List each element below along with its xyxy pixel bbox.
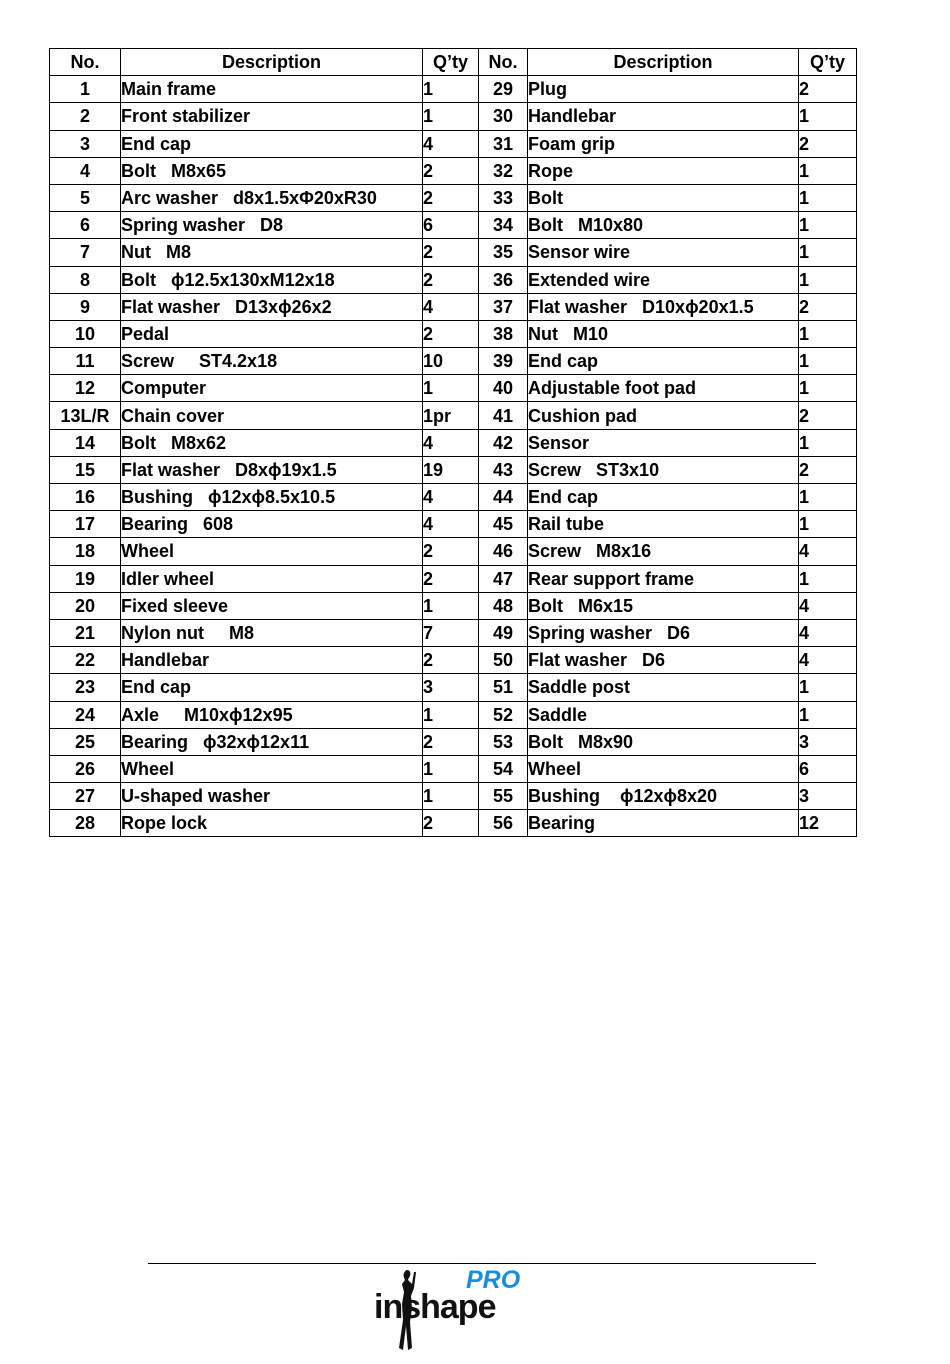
part-number-cell: 9	[50, 293, 121, 320]
part-quantity-cell: 2	[423, 239, 479, 266]
part-description-cell: Bolt	[528, 184, 799, 211]
part-number-cell: 10	[50, 320, 121, 347]
part-number-cell: 44	[479, 484, 528, 511]
table-row	[50, 565, 857, 592]
part-quantity-cell: 2	[423, 728, 479, 755]
part-quantity-cell: 1	[799, 320, 857, 347]
part-quantity-cell: 2	[423, 266, 479, 293]
table-row	[50, 429, 857, 456]
table-row	[50, 184, 857, 211]
part-quantity-cell: 1	[423, 755, 479, 782]
part-number-cell: 47	[479, 565, 528, 592]
part-description-cell: Flat washer D10xϕ20x1.5	[528, 293, 799, 320]
part-description-cell: Flat washer D8xϕ19x1.5	[121, 456, 423, 483]
part-description-cell: Main frame	[121, 76, 423, 103]
part-quantity-cell: 1	[799, 511, 857, 538]
part-number-cell: 31	[479, 130, 528, 157]
header-description-right: Description	[528, 49, 799, 76]
table-row	[50, 293, 857, 320]
part-quantity-cell: 4	[423, 293, 479, 320]
table-row	[50, 266, 857, 293]
part-quantity-cell: 1	[799, 266, 857, 293]
part-description-cell: Rope	[528, 157, 799, 184]
table-row	[50, 538, 857, 565]
part-number-cell: 8	[50, 266, 121, 293]
part-quantity-cell: 2	[799, 456, 857, 483]
part-description-cell: Sensor wire	[528, 239, 799, 266]
part-description-cell: Bolt M6x15	[528, 592, 799, 619]
part-number-cell: 48	[479, 592, 528, 619]
inshape-pro-logo	[368, 1266, 538, 1352]
part-description-cell: U-shaped washer	[121, 783, 423, 810]
part-number-cell: 14	[50, 429, 121, 456]
part-description-cell: Bearing ϕ32xϕ12x11	[121, 728, 423, 755]
part-number-cell: 5	[50, 184, 121, 211]
part-description-cell: Bushing ϕ12xϕ8.5x10.5	[121, 484, 423, 511]
part-description-cell: Computer	[121, 375, 423, 402]
part-description-cell: Rail tube	[528, 511, 799, 538]
part-number-cell: 45	[479, 511, 528, 538]
part-description-cell: Axle M10xϕ12x95	[121, 701, 423, 728]
part-number-cell: 20	[50, 592, 121, 619]
part-description-cell: Saddle post	[528, 674, 799, 701]
table-row	[50, 76, 857, 103]
part-number-cell: 13L/R	[50, 402, 121, 429]
header-qty-left: Q’ty	[423, 49, 479, 76]
part-quantity-cell: 3	[799, 783, 857, 810]
table-row	[50, 157, 857, 184]
part-quantity-cell: 2	[423, 647, 479, 674]
part-number-cell: 54	[479, 755, 528, 782]
part-description-cell: Idler wheel	[121, 565, 423, 592]
part-quantity-cell: 1	[423, 76, 479, 103]
part-quantity-cell: 4	[423, 429, 479, 456]
header-no-left: No.	[50, 49, 121, 76]
logo-brand-text: inshape	[374, 1288, 496, 1326]
part-number-cell: 1	[50, 76, 121, 103]
part-quantity-cell: 7	[423, 619, 479, 646]
part-number-cell: 3	[50, 130, 121, 157]
part-number-cell: 32	[479, 157, 528, 184]
part-number-cell: 4	[50, 157, 121, 184]
part-description-cell: Screw M8x16	[528, 538, 799, 565]
part-description-cell: Fixed sleeve	[121, 592, 423, 619]
part-description-cell: Handlebar	[528, 103, 799, 130]
part-description-cell: Saddle	[528, 701, 799, 728]
table-row	[50, 320, 857, 347]
part-description-cell: Rear support frame	[528, 565, 799, 592]
part-quantity-cell: 10	[423, 348, 479, 375]
part-quantity-cell: 4	[423, 511, 479, 538]
part-description-cell: End cap	[528, 348, 799, 375]
part-quantity-cell: 1	[799, 484, 857, 511]
part-description-cell: End cap	[528, 484, 799, 511]
part-quantity-cell: 4	[799, 647, 857, 674]
part-number-cell: 16	[50, 484, 121, 511]
part-quantity-cell: 4	[423, 130, 479, 157]
table-row	[50, 130, 857, 157]
header-no-right: No.	[479, 49, 528, 76]
part-description-cell: Bolt ϕ12.5x130xM12x18	[121, 266, 423, 293]
part-quantity-cell: 1	[799, 184, 857, 211]
parts-list-table	[49, 48, 857, 837]
part-quantity-cell: 2	[799, 76, 857, 103]
part-number-cell: 18	[50, 538, 121, 565]
part-description-cell: Handlebar	[121, 647, 423, 674]
table-row	[50, 755, 857, 782]
part-number-cell: 29	[479, 76, 528, 103]
part-quantity-cell: 1	[423, 103, 479, 130]
part-number-cell: 55	[479, 783, 528, 810]
part-quantity-cell: 2	[423, 320, 479, 347]
part-description-cell: Bearing 608	[121, 511, 423, 538]
part-description-cell: Nylon nut M8	[121, 619, 423, 646]
part-quantity-cell: 4	[423, 484, 479, 511]
part-description-cell: Spring washer D6	[528, 619, 799, 646]
part-number-cell: 40	[479, 375, 528, 402]
part-description-cell: Sensor	[528, 429, 799, 456]
table-row	[50, 728, 857, 755]
part-number-cell: 19	[50, 565, 121, 592]
table-row	[50, 484, 857, 511]
part-number-cell: 42	[479, 429, 528, 456]
part-quantity-cell: 1	[423, 701, 479, 728]
header-qty-right: Q’ty	[799, 49, 857, 76]
part-number-cell: 25	[50, 728, 121, 755]
part-quantity-cell: 2	[423, 565, 479, 592]
part-description-cell: Screw ST3x10	[528, 456, 799, 483]
part-quantity-cell: 1	[799, 565, 857, 592]
part-quantity-cell: 2	[423, 157, 479, 184]
part-quantity-cell: 1	[423, 375, 479, 402]
part-quantity-cell: 1	[799, 674, 857, 701]
part-quantity-cell: 2	[799, 130, 857, 157]
part-description-cell: Nut M8	[121, 239, 423, 266]
part-description-cell: End cap	[121, 130, 423, 157]
part-quantity-cell: 6	[799, 755, 857, 782]
part-description-cell: Arc washer d8x1.5xΦ20xR30	[121, 184, 423, 211]
part-description-cell: Nut M10	[528, 320, 799, 347]
part-quantity-cell: 1	[799, 239, 857, 266]
part-quantity-cell: 1	[799, 157, 857, 184]
part-number-cell: 46	[479, 538, 528, 565]
part-quantity-cell: 4	[799, 619, 857, 646]
part-description-cell: Foam grip	[528, 130, 799, 157]
part-quantity-cell: 1	[799, 212, 857, 239]
part-number-cell: 52	[479, 701, 528, 728]
part-description-cell: Bushing ϕ12xϕ8x20	[528, 783, 799, 810]
table-row	[50, 783, 857, 810]
part-quantity-cell: 2	[423, 810, 479, 837]
part-number-cell: 15	[50, 456, 121, 483]
part-quantity-cell: 1	[799, 103, 857, 130]
part-number-cell: 7	[50, 239, 121, 266]
part-quantity-cell: 2	[423, 538, 479, 565]
table-row	[50, 810, 857, 837]
part-description-cell: Pedal	[121, 320, 423, 347]
part-number-cell: 37	[479, 293, 528, 320]
part-number-cell: 43	[479, 456, 528, 483]
footer-divider	[148, 1263, 816, 1264]
part-number-cell: 36	[479, 266, 528, 293]
part-number-cell: 51	[479, 674, 528, 701]
part-number-cell: 26	[50, 755, 121, 782]
part-quantity-cell: 6	[423, 212, 479, 239]
part-description-cell: Wheel	[528, 755, 799, 782]
part-number-cell: 11	[50, 348, 121, 375]
part-quantity-cell: 1	[799, 701, 857, 728]
table-row	[50, 701, 857, 728]
part-number-cell: 56	[479, 810, 528, 837]
part-number-cell: 22	[50, 647, 121, 674]
table-row	[50, 456, 857, 483]
part-description-cell: Extended wire	[528, 266, 799, 293]
part-description-cell: Bolt M10x80	[528, 212, 799, 239]
table-row	[50, 348, 857, 375]
header-description-left: Description	[121, 49, 423, 76]
logo-pro-text: PRO	[466, 1266, 521, 1294]
part-number-cell: 38	[479, 320, 528, 347]
part-quantity-cell: 12	[799, 810, 857, 837]
table-row	[50, 619, 857, 646]
part-quantity-cell: 2	[799, 293, 857, 320]
part-description-cell: Flat washer D6	[528, 647, 799, 674]
part-description-cell: End cap	[121, 674, 423, 701]
part-number-cell: 50	[479, 647, 528, 674]
table-row	[50, 402, 857, 429]
part-quantity-cell: 1pr	[423, 402, 479, 429]
part-quantity-cell: 1	[423, 592, 479, 619]
part-description-cell: Bolt M8x90	[528, 728, 799, 755]
part-number-cell: 21	[50, 619, 121, 646]
table-row	[50, 511, 857, 538]
part-quantity-cell: 3	[423, 674, 479, 701]
part-number-cell: 12	[50, 375, 121, 402]
table-row	[50, 647, 857, 674]
part-description-cell: Chain cover	[121, 402, 423, 429]
part-number-cell: 27	[50, 783, 121, 810]
part-description-cell: Rope lock	[121, 810, 423, 837]
part-description-cell: Bolt M8x62	[121, 429, 423, 456]
table-row	[50, 103, 857, 130]
table-header-row	[50, 49, 857, 76]
part-number-cell: 6	[50, 212, 121, 239]
part-description-cell: Bearing	[528, 810, 799, 837]
part-description-cell: Adjustable foot pad	[528, 375, 799, 402]
part-quantity-cell: 2	[799, 402, 857, 429]
part-quantity-cell: 1	[423, 783, 479, 810]
part-description-cell: Flat washer D13xϕ26x2	[121, 293, 423, 320]
part-quantity-cell: 4	[799, 538, 857, 565]
part-quantity-cell: 1	[799, 348, 857, 375]
part-number-cell: 2	[50, 103, 121, 130]
part-quantity-cell: 1	[799, 375, 857, 402]
table-row	[50, 375, 857, 402]
part-number-cell: 41	[479, 402, 528, 429]
table-row	[50, 592, 857, 619]
part-quantity-cell: 1	[799, 429, 857, 456]
table-row	[50, 674, 857, 701]
part-quantity-cell: 4	[799, 592, 857, 619]
part-number-cell: 35	[479, 239, 528, 266]
parts-table-body	[50, 76, 857, 837]
part-description-cell: Spring washer D8	[121, 212, 423, 239]
part-number-cell: 24	[50, 701, 121, 728]
part-number-cell: 34	[479, 212, 528, 239]
part-description-cell: Screw ST4.2x18	[121, 348, 423, 375]
part-number-cell: 49	[479, 619, 528, 646]
table-row	[50, 212, 857, 239]
table-row	[50, 239, 857, 266]
part-description-cell: Bolt M8x65	[121, 157, 423, 184]
part-description-cell: Wheel	[121, 755, 423, 782]
part-description-cell: Cushion pad	[528, 402, 799, 429]
part-number-cell: 53	[479, 728, 528, 755]
part-number-cell: 30	[479, 103, 528, 130]
part-quantity-cell: 3	[799, 728, 857, 755]
part-quantity-cell: 19	[423, 456, 479, 483]
part-description-cell: Plug	[528, 76, 799, 103]
part-number-cell: 23	[50, 674, 121, 701]
part-number-cell: 28	[50, 810, 121, 837]
part-number-cell: 17	[50, 511, 121, 538]
part-number-cell: 39	[479, 348, 528, 375]
part-quantity-cell: 2	[423, 184, 479, 211]
part-description-cell: Wheel	[121, 538, 423, 565]
part-description-cell: Front stabilizer	[121, 103, 423, 130]
part-number-cell: 33	[479, 184, 528, 211]
